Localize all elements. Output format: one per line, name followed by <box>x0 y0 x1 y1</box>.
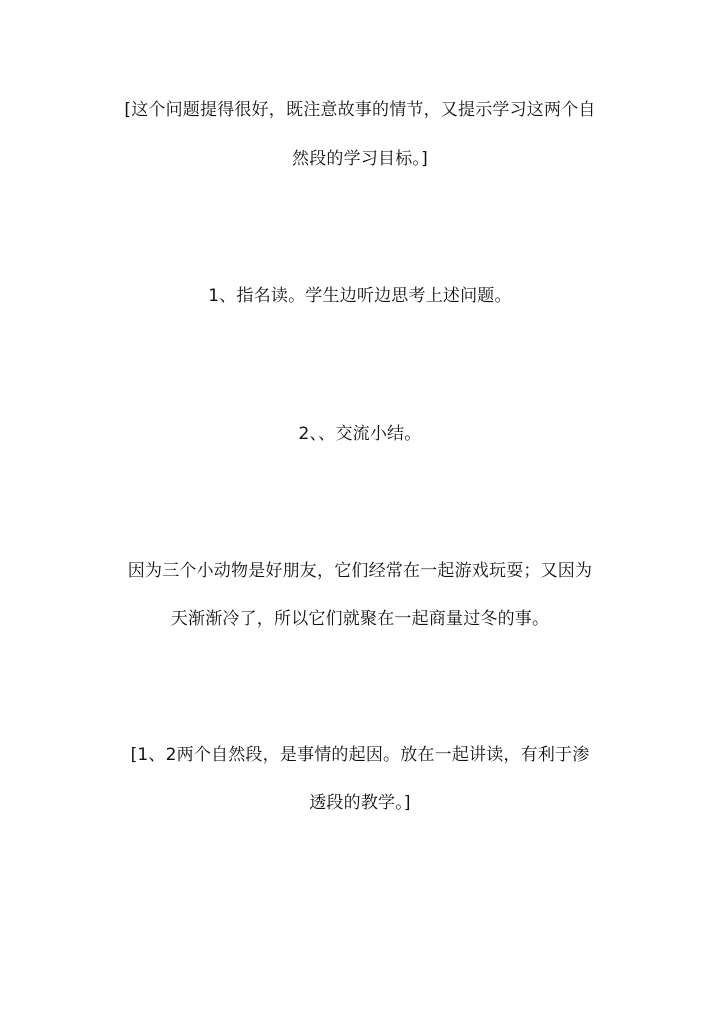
comment-paragraph-line-1: [这个问题提得很好，既注意故事的情节，又提示学习这两个自 <box>124 100 596 120</box>
summary-paragraph-line-1: 因为三个小动物是好朋友，它们经常在一起游戏玩耍；又因为 <box>127 561 593 581</box>
comment-paragraph-line-2: 然段的学习目标。] <box>292 149 428 169</box>
teaching-note-line-1: [1、2两个自然段，是事情的起因。放在一起讲读，有利于渗 <box>130 745 590 765</box>
step-1-text: 1、指名读。学生边听边思考上述问题。 <box>208 286 512 306</box>
step-2-text: 2、、交流小结。 <box>298 424 422 444</box>
teaching-note-line-2: 透段的教学。] <box>309 793 411 813</box>
summary-paragraph-line-2: 天渐渐冷了，所以它们就聚在一起商量过冬的事。 <box>170 609 550 629</box>
